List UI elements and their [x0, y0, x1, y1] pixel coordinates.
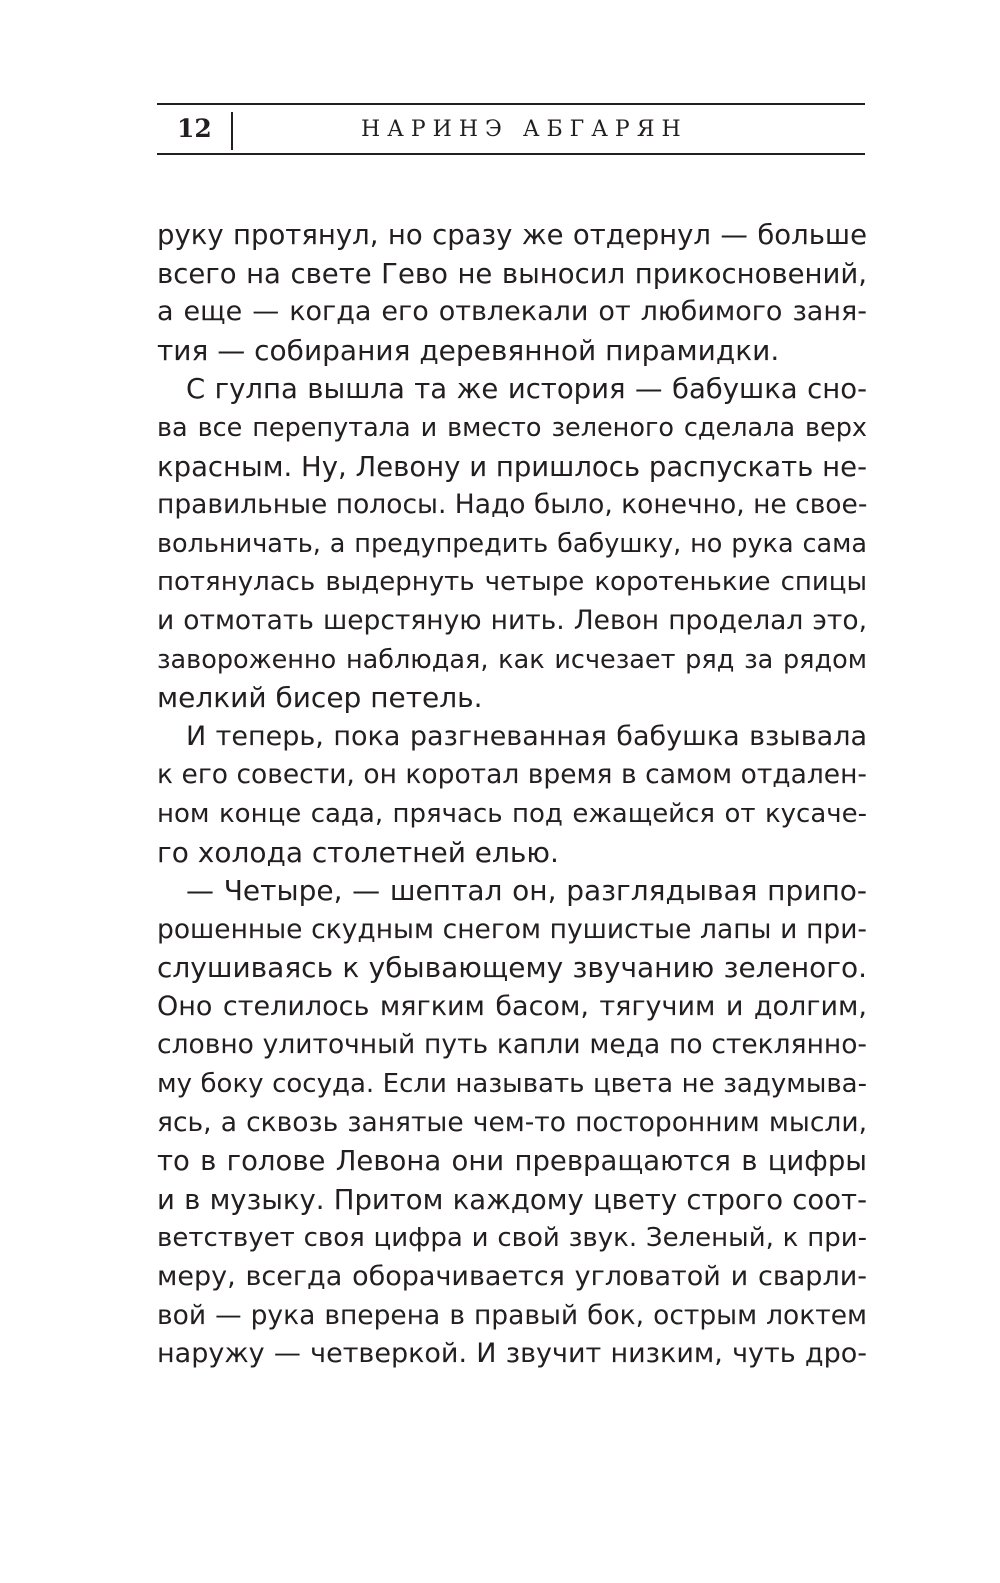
text-line: мелкий бисер петель.: [157, 681, 483, 715]
text-line: С гулпа вышла та же история — бабушка сно-: [186, 373, 867, 406]
text-line: наружу — четверкой. И звучит низким, чуть дро-: [157, 1338, 867, 1370]
text-line: Оно стелилось мягким басом, тягучим и долгим,: [157, 990, 867, 1022]
text-line: вой — рука вперена в правый бок, острым локтем: [157, 1299, 867, 1331]
text-line: то в голове Левона они превращаются в цифры: [157, 1145, 867, 1178]
text-line: к его совести, он коротал время в самом отдален-: [157, 759, 867, 791]
body-text: [157, 216, 867, 1374]
text-line: и в музыку. Притом каждому цвету строго соот-: [157, 1183, 867, 1216]
text-line: го холода столетней елью.: [157, 835, 559, 869]
text-line: му боку сосуда. Если называть цвета не задумыва-: [157, 1069, 867, 1100]
author-name: НАРИНЭ АБГАРЯН: [361, 117, 688, 142]
text-line: слушиваясь к убывающему звучанию зеленого.: [157, 951, 867, 985]
text-line: руку протянул, но сразу же отдернул — больше: [157, 219, 867, 251]
text-line: ном конце сада, прячась под ежащейся от кусаче-: [157, 798, 867, 829]
text-line: — Четыре, — шептал он, разглядывая припо-: [186, 874, 867, 908]
text-line: а еще — когда его отвлекали от любимого заня-: [157, 296, 867, 328]
header-divider: [231, 112, 233, 150]
page-number: 12: [177, 114, 212, 143]
text-line: и отмотать шерстяную нить. Левон проделал это,: [157, 604, 867, 636]
text-line: рошенные скудным снегом пушистые лапы и при-: [157, 913, 867, 945]
text-line: красным. Ну, Левону и пришлось распускать не-: [157, 450, 867, 483]
text-line: правильные полосы. Надо было, конечно, не свое-: [157, 489, 867, 521]
running-header: [157, 103, 865, 155]
text-line: ясь, а сквозь занятые чем-то посторонним мысли,: [157, 1106, 867, 1138]
text-line: завороженно наблюдая, как исчезает ряд за рядом: [157, 644, 867, 675]
text-line: потянулась выдернуть четыре коротенькие спицы: [157, 567, 867, 598]
text-line: словно улиточный путь капли меда по стеклянно-: [157, 1029, 867, 1061]
text-line: меру, всегда оборачивается угловатой и сварли-: [157, 1261, 867, 1293]
text-line: вольничать, а предупредить бабушку, но рука сама: [157, 528, 867, 559]
text-line: ва все перепутала и вместо зеленого сделала верх: [157, 412, 867, 443]
text-line: ветствует своя цифра и свой звук. Зеленый, к при-: [157, 1223, 867, 1254]
text-line: И теперь, пока разгневанная бабушка взывала: [186, 720, 867, 752]
text-line: тия — собирания деревянной пирамидки.: [157, 333, 780, 367]
text-line: всего на свете Гево не выносил прикосновений,: [157, 257, 867, 290]
